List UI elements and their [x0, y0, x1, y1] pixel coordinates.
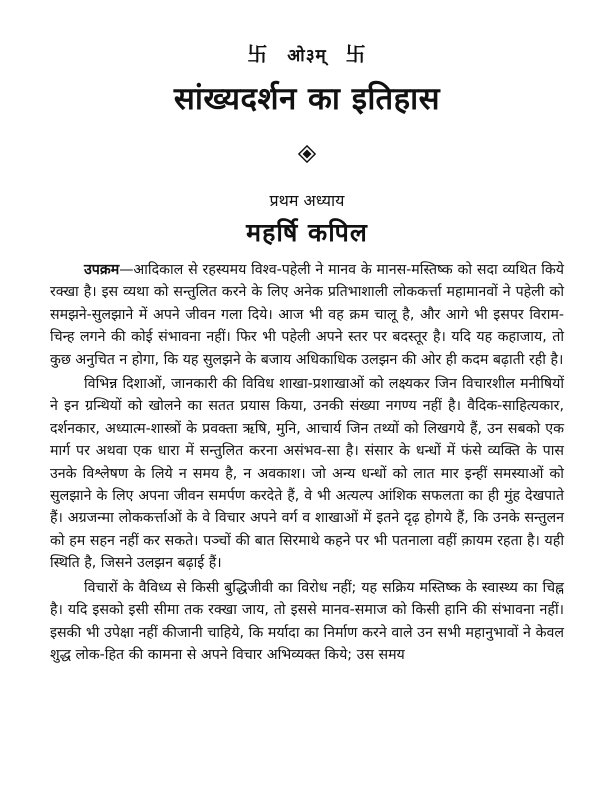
- book-title: सांख्यदर्शन का इतिहास: [173, 81, 441, 117]
- swastika-icon-right: 卐: [345, 42, 367, 66]
- paragraph-2: [50, 373, 564, 575]
- paragraph-3: [50, 577, 564, 667]
- invocation-line: [50, 38, 564, 67]
- invocation-text: ओ३म्: [287, 46, 327, 66]
- paragraph-lead: उपक्रम: [84, 262, 120, 278]
- ornament-divider-icon: [50, 145, 564, 163]
- paragraph-text: विचारों के वैविध्य से किसी बुद्धिजीवी का विरोध नहीं; यह सक्रिय मस्तिष्क के स्वास्थ्य का चिह्न है। यदि इसको इसी सीमा तक रक्खा जाय, तो इससे मानव-समाज को किसी हानि की संभावना नहीं। इसकी भी उपेक्षा नहीं कीजानी चाहिये, कि मर्यादा का निर्माण करने वाले उन सभी महानुभावों ने केवल शुद्ध लोक-हित की कामना से अपने विचार अभिव्यक्त किये; उस समय: [50, 579, 564, 663]
- paragraph-text: —आदिकाल से रहस्यमय विश्व-पहेली ने मानव के मानस-मस्तिष्क को सदा व्यथित किये रक्खा है। इस व्यथा को सन्तुलित करने के लिए अनेक प्रतिभाशाली लोककर्त्ता महामानवों ने पहेली को समझने-सुलझाने में अपने जीवन गला दिये। आज भी वह क्रम चालू है, और आगे भी इसपर विराम-चिन्ह लगने की कोई संभावना नहीं। फिर भी पहेली अपने स्तर पर बदस्तूर है। यदि यह कहाजाय, तो कुछ अनुचित न होगा, कि यह सुलझने के बजाय अधिकाधिक उलझन की ओर ही कदम बढ़ाती रही है।: [50, 262, 564, 368]
- chapter-label: प्रथम अध्याय: [269, 191, 345, 210]
- swastika-icon-left: 卐: [247, 42, 269, 66]
- chapter-title: महर्षि कपिल: [246, 218, 368, 247]
- paragraph-text: विभिन्न दिशाओं, जानकारी की विविध शाखा-प्रशाखाओं को लक्ष्यकर जिन विचारशील मनीषियों ने इन ग्रन्थियों को खोलने का सतत प्रयास किया, उनकी संख्या नगण्य नहीं है। वैदिक-साहित्यकार, दर्शनकार, अध्यात्म-शास्त्रों के प्रवक्ता ऋषि, मुनि, आचार्य जिन तथ्यों को लिखगये हैं, उन सबको एक मार्ग पर अथवा एक धारा में सन्तुलित करना असंभव-सा है। संसार के धन्धों में फंसे व्यक्ति के पास उनके विश्लेषण के लिये न समय है, न अवकाश। जो अन्य धन्धों को लात मार इन्हीं समस्याओं को सुलझाने के लिए अपना जीवन समर्पण करदेते हैं, वे भी अत्यल्प आंशिक सफलता का ही मुंह देखपाते हैं। अग्रजन्मा लोककर्त्ताओं के वे विचार अपने वर्ग व शाखाओं में इतने दृढ़ होगये हैं, कि उनके सन्तुलन को हम सहन नहीं कर सकते। पञ्चों की बात सिरमाथे कहने पर भी पतनाला वहीं क़ायम रहता है। यही स्थिति है, जिसने उलझन बढ़ाई हैं।: [50, 376, 564, 572]
- paragraph-1: [50, 259, 564, 371]
